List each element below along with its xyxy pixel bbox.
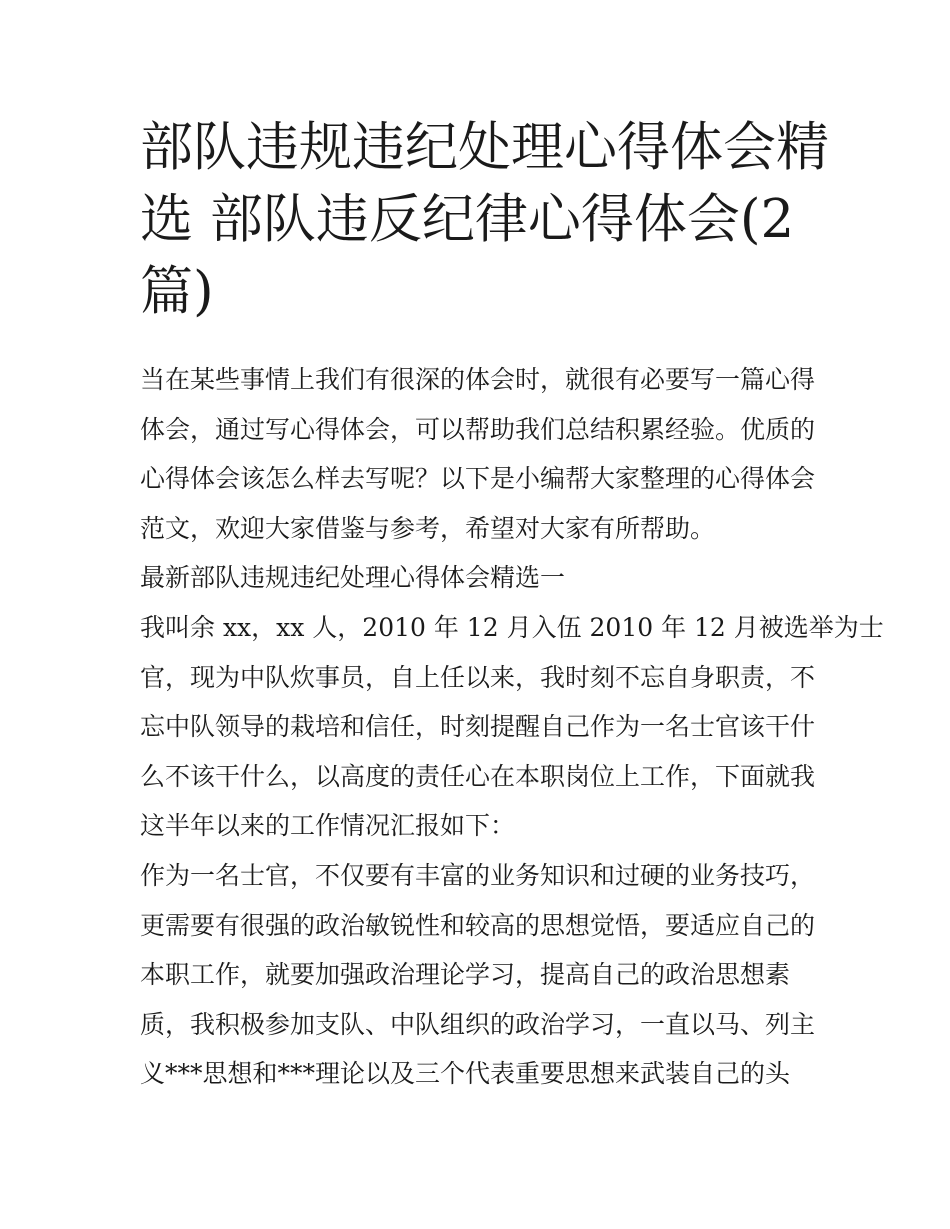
body-line: 更需要有很强的政治敏锐性和较高的思想觉悟，要适应自己的	[140, 910, 816, 940]
title-line: 部队违规违纪处理心得体会精	[140, 117, 829, 178]
title-line: 篇)	[140, 261, 214, 322]
document-body	[140, 355, 884, 1099]
body-line: 当在某些事情上我们有很深的体会时，就很有必要写一篇心得	[140, 365, 816, 394]
body-line: 我叫余 xx，xx 人，2010 年 12 月入伍 2010 年 12 月被选举为士	[140, 612, 884, 642]
body-line: 范文，欢迎大家借鉴与参考，希望对大家有所帮助。	[140, 513, 716, 543]
body-line: 忘中队领导的栽培和信任，时刻提醒自己作为一名士官该干什	[140, 712, 816, 742]
body-line: 么不该干什么，以高度的责任心在本职岗位上工作，下面就我	[140, 761, 816, 791]
body-line: 本职工作，就要加强政治理论学习，提高自己的政治思想素	[140, 960, 791, 990]
body-line: 官，现为中队炊事员，自上任以来，我时刻不忘自身职责，不	[140, 662, 816, 692]
document-title	[140, 112, 829, 328]
section-heading: 最新部队违规违纪处理心得体会精选一	[140, 563, 566, 593]
body-line: 这半年以来的工作情况汇报如下：	[140, 811, 516, 841]
body-line: 义***思想和***理论以及三个代表重要思想来武装自己的头	[140, 1059, 791, 1089]
body-line: 体会，通过写心得体会，可以帮助我们总结积累经验。优质的	[140, 414, 816, 444]
title-line: 选 部队违反纪律心得体会(2	[140, 189, 795, 250]
body-line: 心得体会该怎么样去写呢？以下是小编帮大家整理的心得体会	[140, 464, 816, 494]
body-line: 作为一名士官，不仅要有丰富的业务知识和过硬的业务技巧，	[140, 860, 816, 890]
body-line: 质，我积极参加支队、中队组织的政治学习，一直以马、列主	[140, 1009, 816, 1039]
